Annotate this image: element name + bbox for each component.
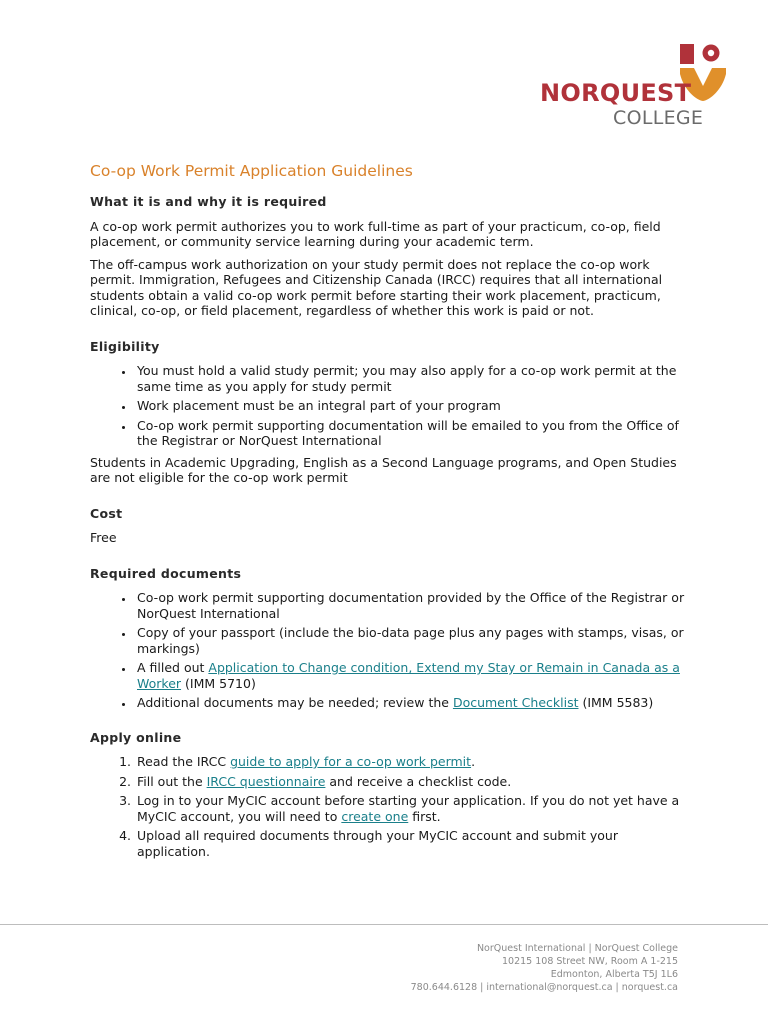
required-documents-heading: Required documents — [90, 565, 242, 581]
logo-name: NORQUEST — [540, 79, 692, 107]
footer-divider — [0, 924, 768, 925]
list-item: • Work placement must be an integral part of your program — [135, 398, 690, 414]
cost-heading: Cost — [90, 505, 123, 521]
step-text: . — [471, 754, 476, 769]
list-item — [135, 695, 690, 711]
document-body — [90, 162, 690, 865]
list-item: • Co-op work permit supporting documentation provided by the Office of the Registrar or NorQuest International — [135, 590, 690, 621]
list-item — [135, 754, 690, 770]
item-text: (IMM 5710) — [181, 675, 256, 691]
logo-subtitle: COLLEGE — [613, 107, 704, 129]
list-item — [135, 774, 690, 790]
eligibility-list — [90, 363, 690, 449]
what-paragraph-1: A co-op work permit authorizes you to work full-time as part of your practicum, co-op, field placement, or community service learning during your academic term. — [90, 218, 661, 249]
norquest-logo — [540, 44, 730, 134]
item-text: Additional documents may be needed; review the — [137, 695, 453, 710]
document-title: Co-op Work Permit Application Guidelines — [90, 162, 413, 180]
footer-line: 10215 108 Street NW, Room A 1-215 — [501, 956, 678, 967]
list-item — [135, 660, 690, 691]
step-text: Read the IRCC — [137, 754, 231, 769]
item-text: A filled out — [137, 660, 209, 675]
ircc-questionnaire-link[interactable]: IRCC questionnaire — [206, 773, 326, 789]
step-text: Fill out the — [137, 773, 207, 789]
coop-guide-link[interactable]: guide to apply for a co-op work permit — [230, 754, 472, 769]
list-item: 4. Upload all required documents through your MyCIC account and submit your application. — [135, 828, 690, 859]
step-text: first. — [408, 808, 441, 824]
step-text: and receive a checklist code. — [325, 773, 512, 789]
eligibility-heading: Eligibility — [90, 338, 160, 354]
footer-line: NorQuest International | NorQuest College — [476, 943, 678, 954]
document-checklist-link[interactable]: Document Checklist — [452, 695, 579, 710]
footer-contact — [411, 942, 678, 994]
list-item: • Copy of your passport (include the bio-data page plus any pages with stamps, visas, or markings) — [135, 625, 690, 656]
cost-value: Free — [90, 530, 117, 545]
required-documents-list — [90, 590, 690, 711]
apply-online-heading: Apply online — [90, 729, 182, 745]
footer-line: 780.644.6128 | international@norquest.ca | norquest.ca — [410, 982, 678, 993]
list-item — [135, 793, 690, 824]
imm-5710-link[interactable]: Application to Change condition, Extend my Stay or Remain in Canada as a Worker — [137, 660, 680, 691]
apply-steps-list — [90, 754, 690, 859]
create-account-link[interactable]: create one — [341, 808, 409, 824]
what-heading: What it is and why it is required — [90, 194, 327, 209]
step-text: Log in to your MyCIC account before starting your application. If you do not yet have a MyCIC account, you will need to — [137, 793, 680, 824]
eligibility-note: Students in Academic Upgrading, English as a Second Language programs, and Open Studies are not eligible for the co-op work permit — [90, 454, 677, 485]
list-item: • Co-op work permit supporting documentation will be emailed to you from the Office of the Registrar or NorQuest International — [135, 418, 690, 449]
what-paragraph-2: The off-campus work authorization on your study permit does not replace the co-op work permit. Immigration, Refugees and Citizenship Canada (IRCC) requires that all international students obtain a valid co-op work permit before starting their work placement, practicum, clinical, co-op, or field placement, regardless of whether this work is paid or not. — [90, 256, 663, 318]
item-text: (IMM 5583) — [578, 695, 654, 710]
list-item: • You must hold a valid study permit; you may also apply for a co-op work permit at the same time as you apply for study permit — [135, 363, 690, 394]
footer-line: Edmonton, Alberta T5J 1L6 — [550, 969, 678, 980]
